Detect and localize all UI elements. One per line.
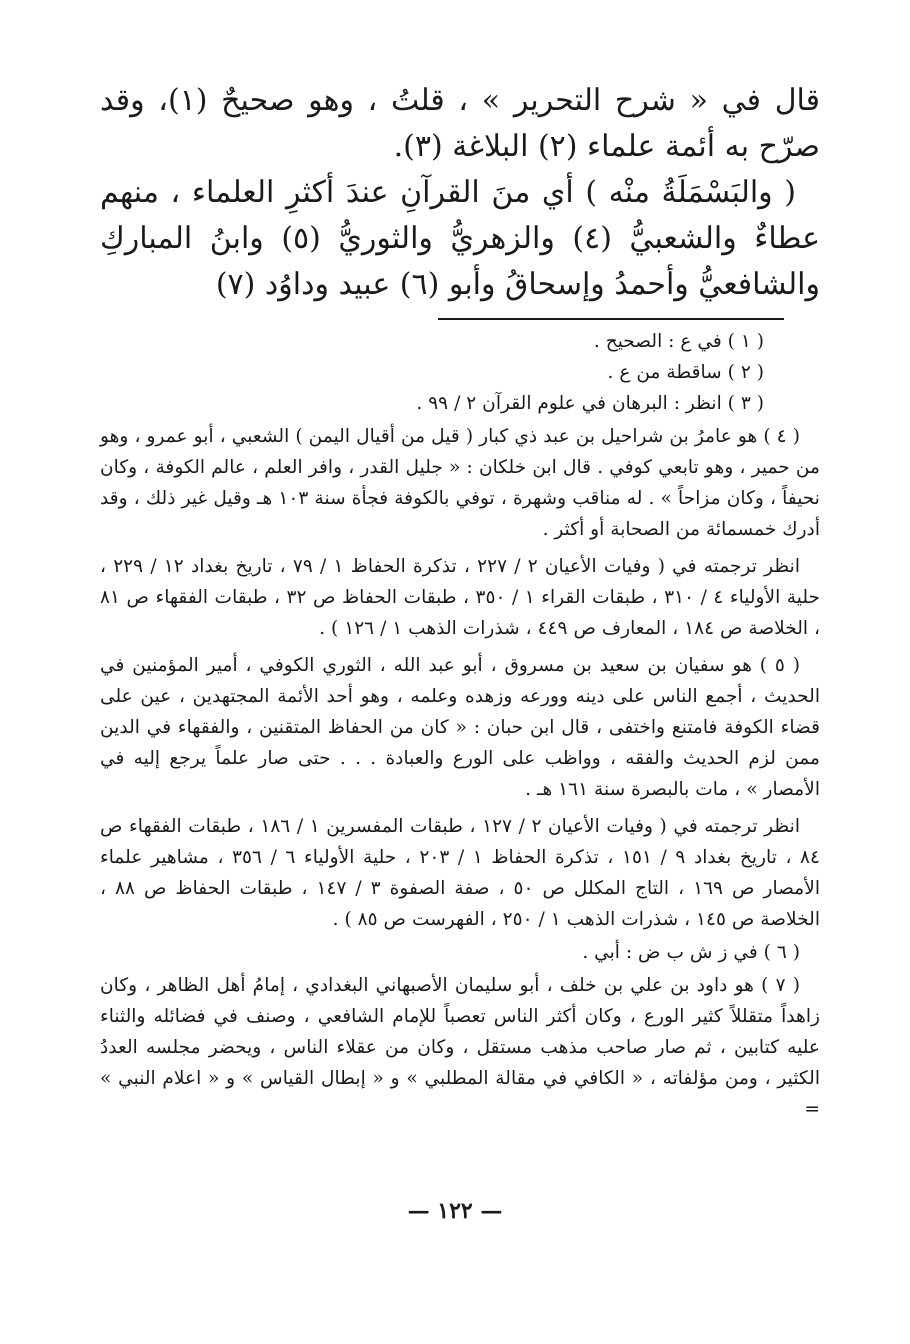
page-number bbox=[0, 1196, 910, 1226]
footnote-5-references: انظر ترجمته في ( وفيات الأعيان ٢ / ١٢٧ ، طبقات المفسرين ١ / ١٨٦ ، طبقات الفقهاء ص ٨٤ ، تاريخ بغداد ٩ / ١٥١ ، تذكرة الحفاظ ١ / ٢٠٣ ، حلية الأولياء ٦ / ٣٥٦ ، مشاهير علماء الأمصار ص ١٦٩ ، التاج المكلل ص ٥٠ ، صفة الصفوة ٣ / ١٤٧ ، طبقات الحفاظ ص ٨٨ ، الخلاصة ص ١٤٥ ، شذرات الذهب ١ / ٢٥٠ ، الفهرست ص ٨٥ ) . bbox=[100, 816, 821, 930]
main-text bbox=[100, 78, 820, 308]
footnote-3: ( ٣ ) انظر : البرهان في علوم القرآن ٢ / ٩٩ . bbox=[416, 393, 764, 414]
footnote-4: ( ٤ ) هو عامرُ بن شراحيل بن عبد ذي كبار ( قيل من أقيال اليمن ) الشعبي ، أبو عمرو ، وهو من حمير ، وهو تابعي كوفي . قال ابن خلكان : « جليل القدر ، وافر العلم ، عالم الكوفة ، وكان نحيفاً ، وكان مزاحاً » . له مناقب وشهرة ، توفي بالكوفة فجأة سنة ١٠٣ هـ وقيل غير ذلك ، وقد أدرك خمسمائة من الصحابة أو أكثر . bbox=[100, 426, 820, 540]
main-paragraph-2: ( والبَسْمَلَةُ منْه ) أي منَ القرآنِ عندَ أكثرِ العلماء ، منهم عطاءٌ والشعبيُّ (٤) والزهريُّ والثوريُّ (٥) وابنُ المباركِ والشافعيُّ وأحمدُ وإسحاقُ وأبو (٦) عبيد وداوُد (٧) bbox=[100, 175, 820, 302]
page-number-value: ١٢٢ bbox=[437, 1198, 473, 1224]
footnote-4-references: انظر ترجمته في ( وفيات الأعيان ٢ / ٢٢٧ ، تذكرة الحفاظ ١ / ٧٩ ، تاريخ بغداد ١٢ / ٢٢٩ ، حلية الأولياء ٤ / ٣١٠ ، طبقات القراء ١ / ٣٥٠ ، طبقات الحفاظ ص ٣٢ ، طبقات الفقهاء ص ٨١ ، الخلاصة ص ١٨٤ ، المعارف ص ٤٤٩ ، شذرات الذهب ١ / ١٢٦ ) . bbox=[100, 556, 820, 639]
footnote-6: ( ٦ ) في ز ش ب ض : أبي . bbox=[582, 942, 800, 963]
footnote-separator bbox=[438, 318, 784, 320]
footnote-1: ( ١ ) في ع : الصحيح . bbox=[593, 331, 764, 352]
footnote-2: ( ٢ ) ساقطة من ع . bbox=[607, 362, 764, 383]
footnote-7: ( ٧ ) هو داود بن علي بن خلف ، أبو سليمان الأصبهاني البغدادي ، إمامُ أهل الظاهر ، وكان زاهداً متقللاً كثير الورع ، وكان أكثر الناس تعصباً للإمام الشافعي ، وصنف في فضائله والثناء عليه كتابين ، ثم صار صاحب مذهب مستقل ، وكان من عقلاء الناس ، ويحضر مجلسه العددُ الكثير ، ومن مؤلفاته ، « الكافي في مقالة المطلبي » و « إبطال القياس » و « اعلام النبي » = bbox=[100, 975, 820, 1120]
footnotes bbox=[100, 326, 820, 1125]
page-number-dash-left: — bbox=[480, 1198, 503, 1224]
page-number-dash-right: — bbox=[407, 1198, 430, 1224]
footnote-5: ( ٥ ) هو سفيان بن سعيد بن مسروق ، أبو عبد الله ، الثوري الكوفي ، أمير المؤمنين في الحديث ، أجمع الناس على دينه وورعه وزهده وعلمه ، وهو أحد الأئمة المجتهدين ، عين على قضاء الكوفة فامتنع واختفى ، قال ابن حبان : « كان من الحفاظ المتقنين ، والفقهاء في الدين ممن لزم الحديث والفقه ، وواظب على الورع والعبادة . . . حتى صار علماً يرجع إليه في الأمصار » ، مات بالبصرة سنة ١٦١ هـ . bbox=[100, 655, 820, 800]
main-paragraph-1: قال في « شرح التحرير » ، قلتُ ، وهو صحيحٌ (١)، وقد صرّح به أئمة علماء (٢) البلاغة (٣). bbox=[100, 83, 820, 164]
